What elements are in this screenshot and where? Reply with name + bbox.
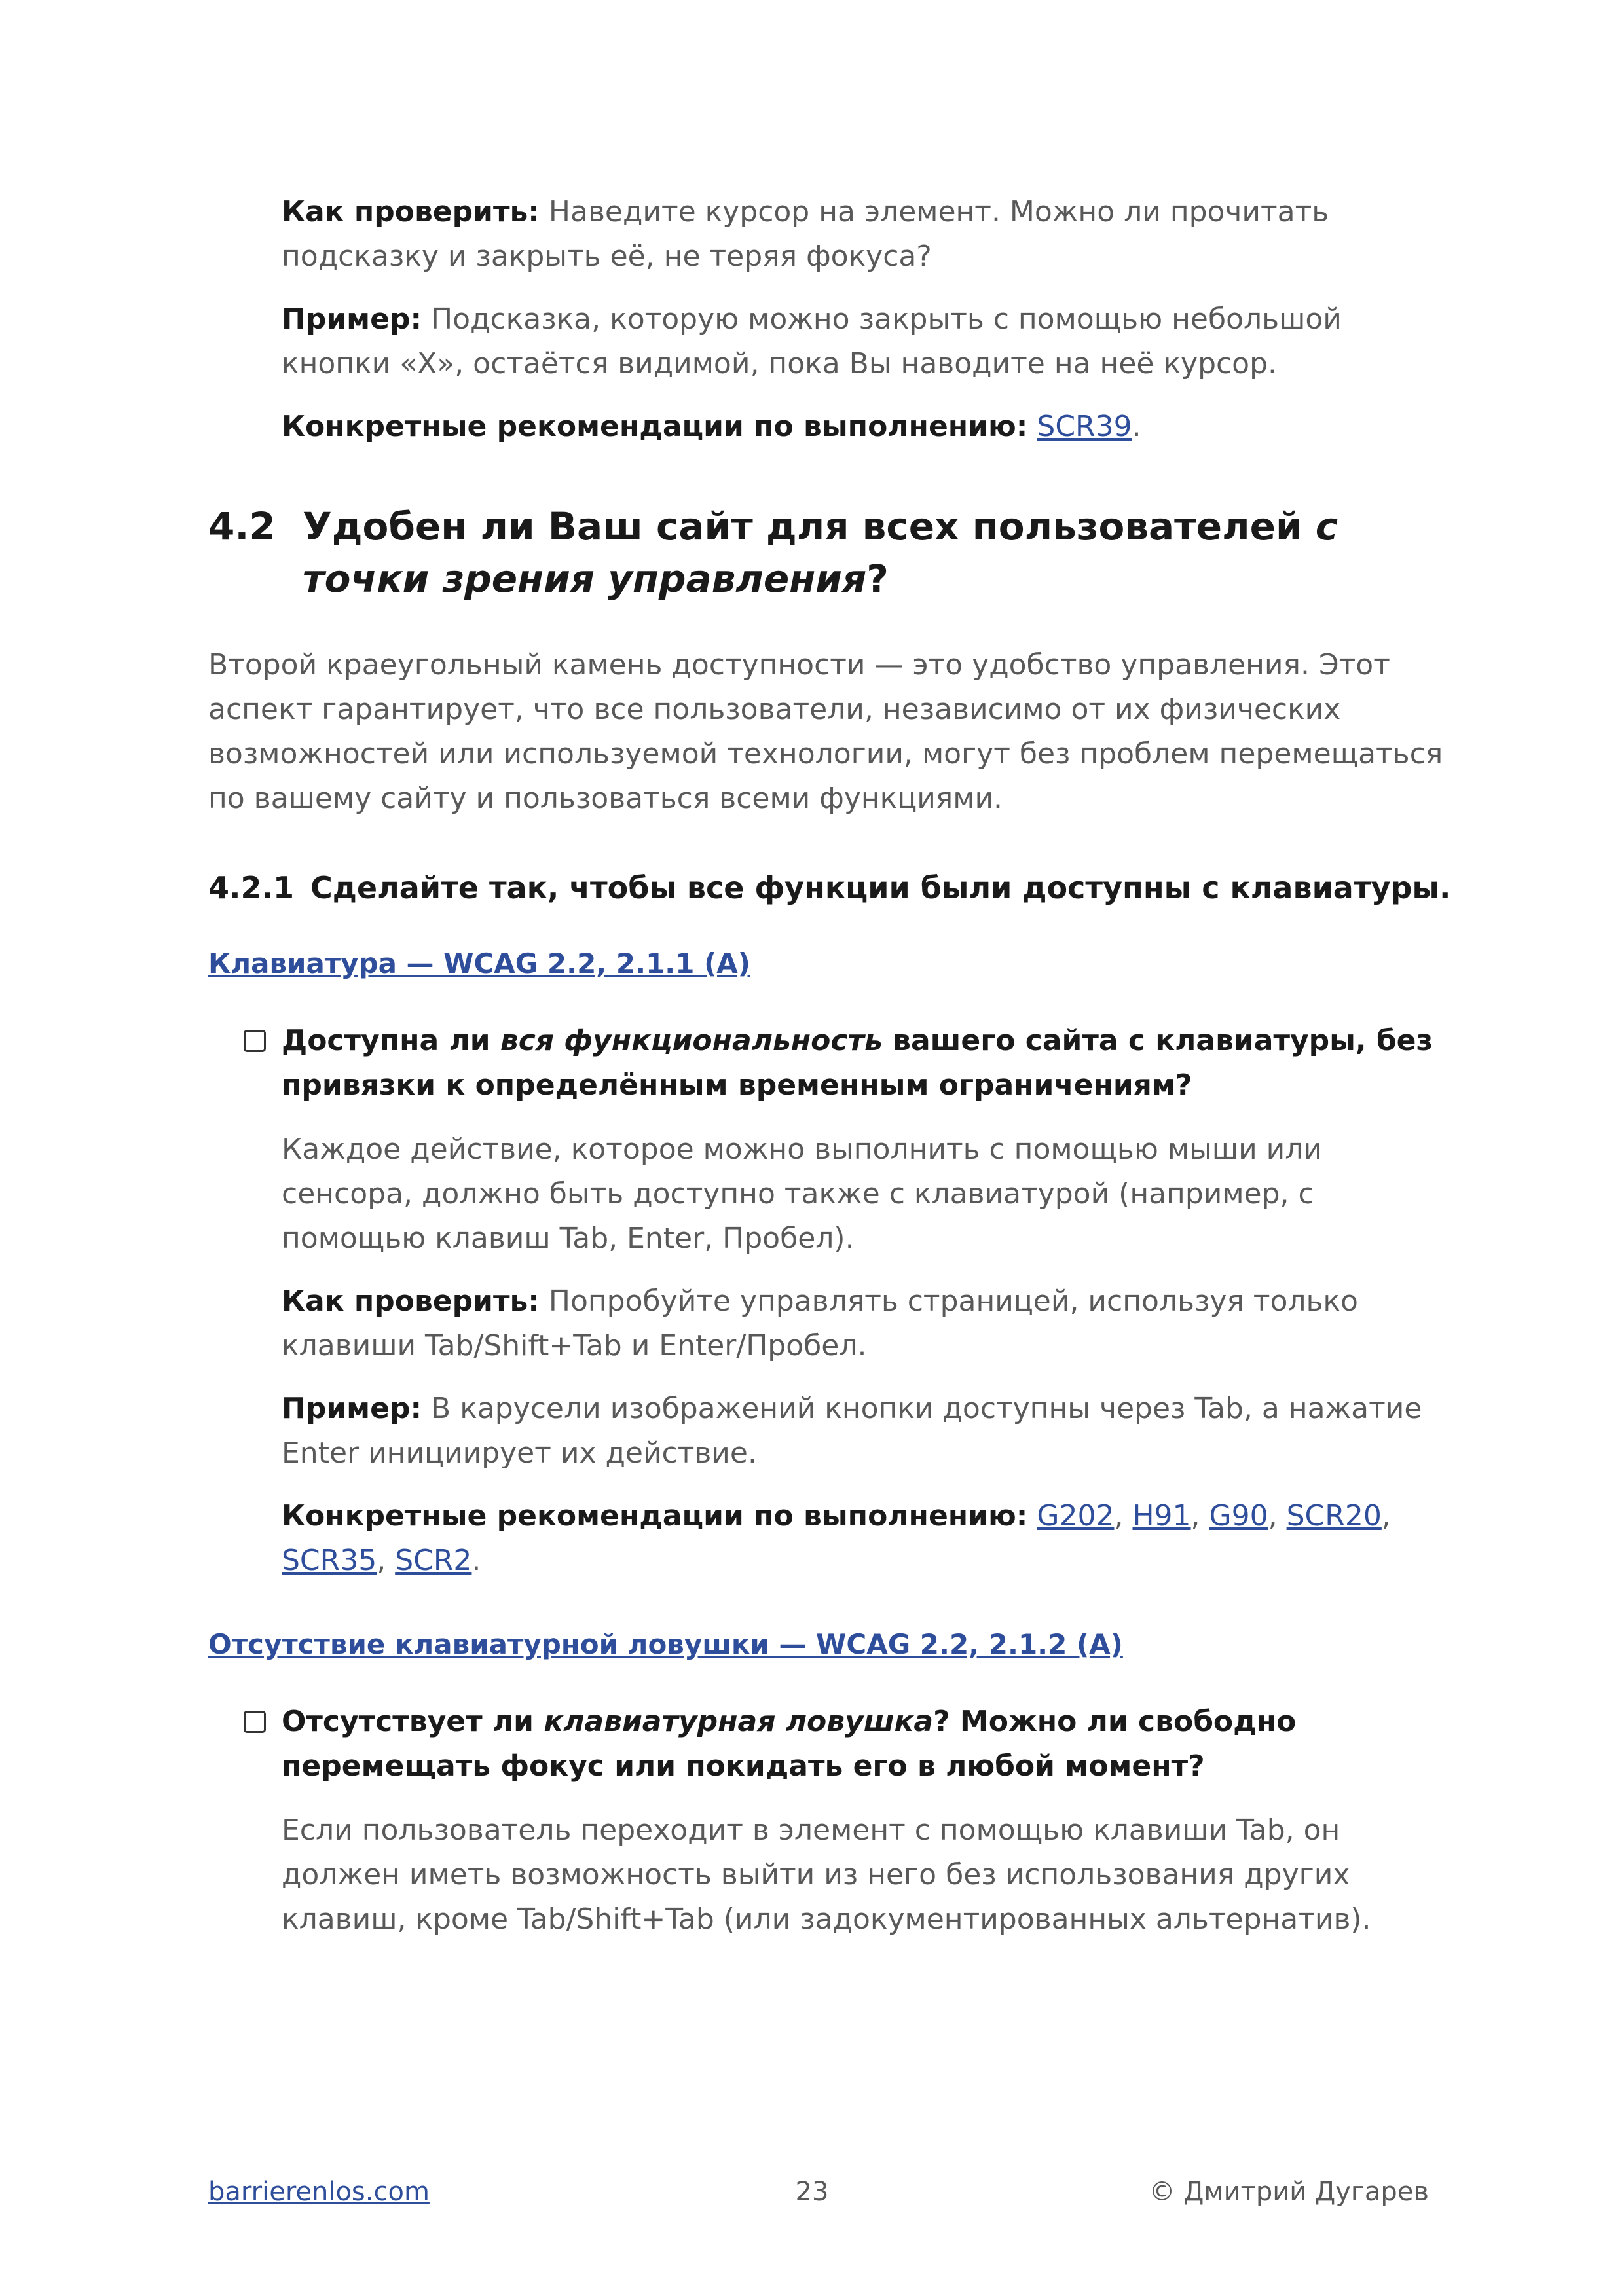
section-number: 4.2 — [208, 504, 276, 549]
section-body: Второй краеугольный камень доступности — это удобство управления. Этот аспект гарантирует, что все пользователи, независимо от их физических возможностей или используемой технологии, могут без проблем перемещаться по вашему сайту и пользоваться всеми функциями. — [208, 648, 1443, 815]
how-to-check-label: Как проверить: — [282, 1285, 540, 1318]
intro-recommendations: Конкретные рекомендации по выполнению: SCR39. — [282, 410, 1141, 443]
criterion1-question-italic: вся функциональность — [500, 1024, 883, 1057]
criterion2-question-italic: клавиатурная ловушка — [544, 1705, 934, 1738]
section-title — [303, 500, 1390, 605]
criterion1-checkbox[interactable] — [244, 1030, 266, 1052]
criterion-no-keyboard-trap-link[interactable]: Отсутствие клавиатурной ловушки — WCAG 2.2, 2.1.2 (A) — [208, 1628, 1123, 1660]
subsection-title: Сделайте так, чтобы все функции были доступны с клавиатуры. — [310, 870, 1451, 905]
criterion2-description: Если пользователь переходит в элемент с помощью клавиши Tab, он должен иметь возможность выйти из него без использования других клавиш, кроме Tab/Shift+Tab (или задокументированных альтернатив). — [282, 1813, 1371, 1936]
footer-copyright: © Дмитрий Дугарев — [1149, 2177, 1429, 2207]
rec-link-h91[interactable]: H91 — [1132, 1499, 1191, 1533]
criterion1-question-b: вашего сайта с клавиатуры, без привязки к определённым временным ограничениям? — [282, 1024, 1433, 1102]
recommendations-label: Конкретные рекомендации по выполнению: — [282, 410, 1028, 443]
example-text: Подсказка, которую можно закрыть с помощью небольшой кнопки «X», остаётся видимой, пока Вы наводите на неё курсор. — [282, 302, 1342, 380]
criterion1-question-a: Доступна ли — [282, 1024, 500, 1057]
rec-link-scr20[interactable]: SCR20 — [1286, 1499, 1382, 1533]
subsection-number: 4.2.1 — [208, 870, 294, 905]
criterion1-description: Каждое действие, которое можно выполнить с помощью мыши или сенсора, должно быть доступно также с клавиатурой (например, с помощью клавиш Tab, Enter, Пробел). — [282, 1133, 1322, 1255]
example-label: Пример: — [282, 1392, 422, 1425]
intro-example — [282, 297, 1447, 386]
example-text: В карусели изображений кнопки доступны через Tab, а нажатие Enter инициирует их действие. — [282, 1392, 1422, 1470]
how-to-check-text: Наведите курсор на элемент. Можно ли прочитать подсказку и закрыть её, не теряя фокуса? — [282, 195, 1329, 273]
criterion2-question-a: Отсутствует ли — [282, 1705, 544, 1738]
rec-link-scr2[interactable]: SCR2 — [395, 1544, 472, 1577]
criterion1-example — [282, 1387, 1454, 1476]
section-title-end: ? — [866, 556, 889, 601]
rec-link-scr35[interactable]: SCR35 — [282, 1544, 377, 1577]
subsection-heading — [208, 866, 1452, 910]
section-title-italic: с точки зрения управления — [303, 504, 1338, 601]
rec-link-g202[interactable]: G202 — [1037, 1499, 1115, 1533]
footer-page-number: 23 — [795, 2177, 829, 2207]
how-to-check-label: Как проверить: — [282, 195, 540, 228]
criterion-keyboard-link[interactable]: Клавиатура — WCAG 2.2, 2.1.1 (A) — [208, 947, 750, 979]
criterion1-question — [282, 1019, 1454, 1108]
rec-link-g90[interactable]: G90 — [1209, 1499, 1268, 1533]
criterion2-question — [282, 1700, 1454, 1789]
criterion1-how-to-check — [282, 1279, 1454, 1368]
section-title-plain: Удобен ли Ваш сайт для всех пользователей — [303, 504, 1316, 549]
criterion2-question-b: ? Можно ли свободно перемещать фокус или покидать его в любой момент? — [282, 1705, 1297, 1783]
criterion1-recommendations: Конкретные рекомендации по выполнению: G202, H91, G90, SCR20, SCR35, SCR2. — [282, 1499, 1391, 1577]
example-label: Пример: — [282, 302, 422, 336]
criterion2-checkbox[interactable] — [244, 1711, 266, 1733]
recommendations-label: Конкретные рекомендации по выполнению: — [282, 1499, 1028, 1533]
footer-site-link[interactable]: barrierenlos.com — [208, 2177, 430, 2207]
section-heading — [208, 500, 1452, 611]
rec-link-scr39[interactable]: SCR39 — [1037, 410, 1132, 443]
how-to-check-text: Попробуйте управлять страницей, используя только клавиши Tab/Shift+Tab и Enter/Пробел. — [282, 1285, 1358, 1362]
intro-how-to-check — [282, 190, 1447, 279]
